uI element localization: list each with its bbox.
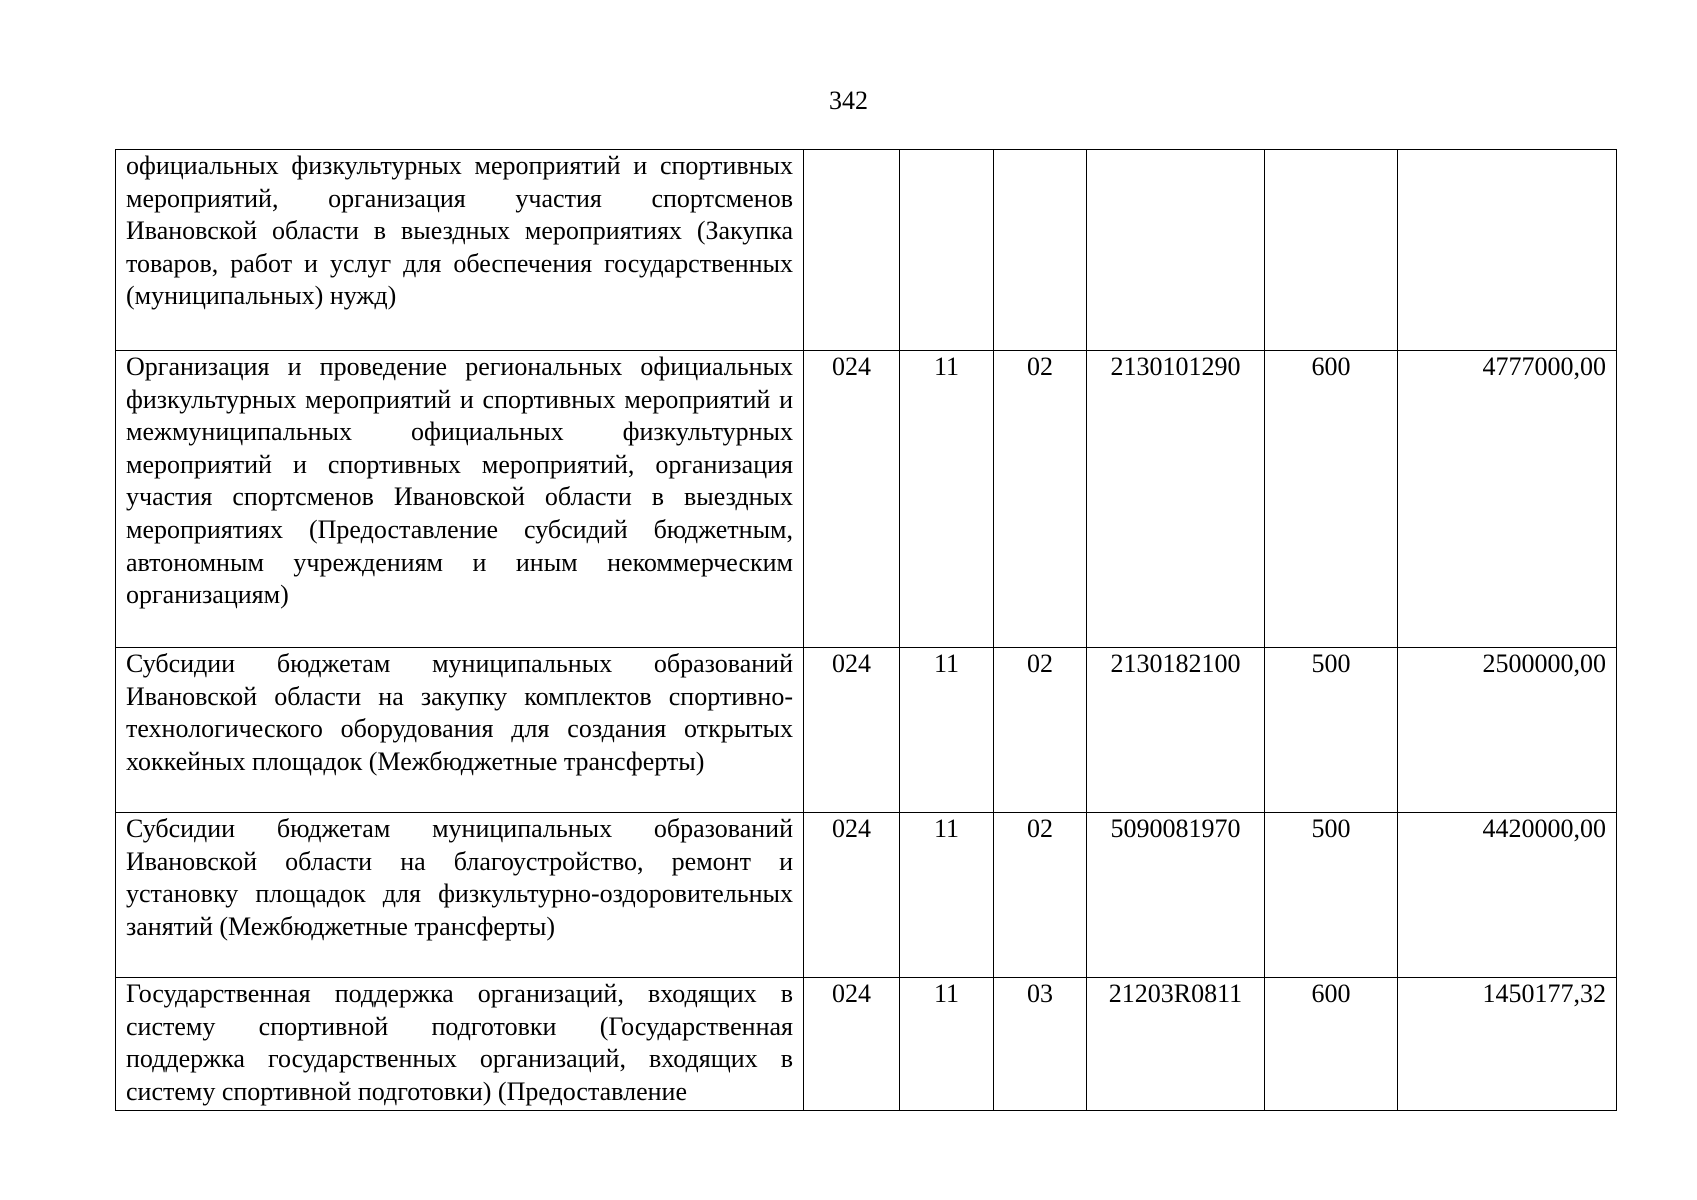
row-subsection (994, 150, 1087, 351)
table-row (116, 813, 1617, 978)
row-description: Субсидии бюджетам муниципальных образований Ивановской области на закупку комплектов спортивно-технологического оборудования для создания открытых хоккейных площадок (Межбюджетные трансферты) (116, 648, 804, 813)
row-description: Субсидии бюджетам муниципальных образований Ивановской области на благоустройство, ремонт и установку площадок для физкультурно-оздоровительных занятий (Межбюджетные трансферты) (116, 813, 804, 978)
row-subsection: 02 (994, 351, 1087, 648)
row-target-article: 21203R0811 (1087, 978, 1265, 1111)
row-ved: 024 (804, 813, 900, 978)
row-subsection: 03 (994, 978, 1087, 1111)
row-ved: 024 (804, 978, 900, 1111)
row-expense-type: 600 (1265, 978, 1398, 1111)
page-number: 342 (829, 86, 868, 115)
table-row (116, 351, 1617, 648)
row-section: 11 (900, 648, 994, 813)
row-amount: 2500000,00 (1398, 648, 1617, 813)
row-expense-type: 500 (1265, 813, 1398, 978)
row-section: 11 (900, 813, 994, 978)
row-target-article (1087, 150, 1265, 351)
row-ved: 024 (804, 648, 900, 813)
row-subsection: 02 (994, 813, 1087, 978)
row-description: Организация и проведение региональных официальных физкультурных мероприятий и спортивных мероприятий и межмуниципальных официальных физкультурных мероприятий и спортивных мероприятий, организация участия спортсменов Ивановской области в выездных мероприятиях (Предоставление субсидий бюджетным, автономным учреждениям и иным некоммерческим организациям) (116, 351, 804, 648)
row-expense-type: 600 (1265, 351, 1398, 648)
row-subsection: 02 (994, 648, 1087, 813)
table-row (116, 648, 1617, 813)
row-ved (804, 150, 900, 351)
row-amount: 1450177,32 (1398, 978, 1617, 1111)
row-target-article: 2130101290 (1087, 351, 1265, 648)
row-section (900, 150, 994, 351)
row-amount (1398, 150, 1617, 351)
row-target-article: 2130182100 (1087, 648, 1265, 813)
row-ved: 024 (804, 351, 900, 648)
row-amount: 4777000,00 (1398, 351, 1617, 648)
row-description: Государственная поддержка организаций, входящих в систему спортивной подготовки (Государственная поддержка государственных организаций, входящих в систему спортивной подготовки) (Предоставление (116, 978, 804, 1111)
budget-table (115, 149, 1617, 1111)
row-target-article: 5090081970 (1087, 813, 1265, 978)
row-amount: 4420000,00 (1398, 813, 1617, 978)
row-section: 11 (900, 978, 994, 1111)
table-row (116, 150, 1617, 351)
row-section: 11 (900, 351, 994, 648)
row-expense-type: 500 (1265, 648, 1398, 813)
row-description: официальных физкультурных мероприятий и спортивных мероприятий, организация участия спортсменов Ивановской области в выездных мероприятиях (Закупка товаров, работ и услуг для обеспечения государственных (муниципальных) нужд) (116, 150, 804, 351)
row-expense-type (1265, 150, 1398, 351)
table-row (116, 978, 1617, 1111)
